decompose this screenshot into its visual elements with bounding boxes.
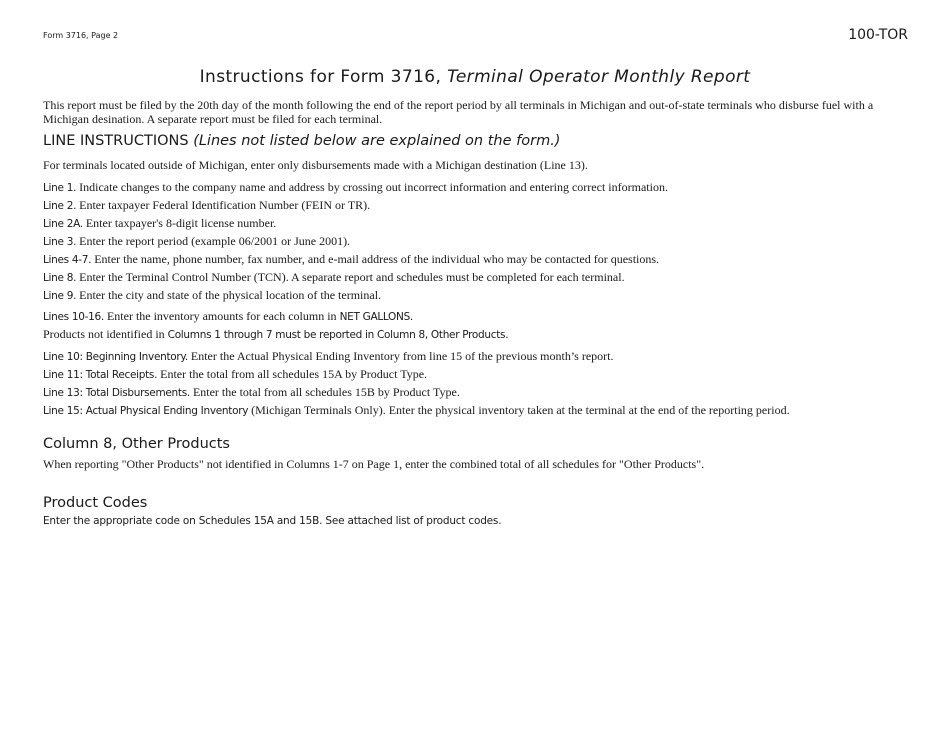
line-item <box>43 252 659 267</box>
line-instructions-title: LINE INSTRUCTIONS <box>43 133 194 149</box>
line-text: Enter the name, phone number, fax number, and e-mail address of the individual who may be contacted for questions. <box>91 252 660 266</box>
line-subtitle: Total Disbursements. <box>82 387 190 399</box>
column8-text: When reporting "Other Products" not identified in Columns 1-7 on Page 1, enter the combined total of all schedules for "Other Products". <box>43 457 705 471</box>
line-text: Enter the Actual Physical Ending Inventory from line 15 of the previous month’s report. <box>187 349 614 363</box>
product-codes-heading: Product Codes <box>43 495 148 511</box>
line-item <box>43 198 370 213</box>
line-label: Line 10: <box>43 351 83 363</box>
line-subtitle: Beginning Inventory. <box>82 351 188 363</box>
line-text: Enter the city and state of the physical location of the terminal. <box>76 288 382 302</box>
line-label: Lines 10-16. <box>43 311 104 323</box>
line-label: Line 13: <box>43 387 83 399</box>
line-text: Enter taxpayer Federal Identification Number (FEIN or TR). <box>76 198 371 212</box>
line-label: Line 2A. <box>43 218 83 230</box>
line-text: Enter the inventory amounts for each column in <box>103 309 340 323</box>
line-text: Indicate changes to the company name and address by crossing out incorrect information and entering correct information. <box>76 180 668 194</box>
outside-michigan-note: For terminals located outside of Michigan, enter only disbursements made with a Michigan destination (Line 13). <box>43 158 588 172</box>
line-label: Line 2. <box>43 200 77 212</box>
title-italic: Terminal Operator Monthly Report <box>447 67 751 87</box>
line-item <box>43 180 668 195</box>
column8-heading: Column 8, Other Products <box>43 436 230 452</box>
line-instructions-heading <box>43 133 560 149</box>
line-subtitle: Total Receipts. <box>82 369 158 381</box>
form-page-label: Form 3716, Page 2 <box>43 31 119 40</box>
products-note-prefix: Products not identified in <box>43 327 168 341</box>
products-note <box>43 327 508 342</box>
line-text: (Michigan Terminals Only). Enter the physical inventory taken at the terminal at the end of the reporting period. <box>248 403 790 417</box>
line-item <box>43 234 350 249</box>
line-instructions-note: (Lines not listed below are explained on the form.) <box>193 133 561 149</box>
line-subtitle: Actual Physical Ending Inventory <box>82 405 249 417</box>
product-codes-text: Enter the appropriate code on Schedules 15A and 15B. See attached list of product codes. <box>43 515 502 527</box>
line-text: Enter the total from all schedules 15B by Product Type. <box>189 385 460 399</box>
line-text: Enter the report period (example 06/2001 or June 2001). <box>76 234 351 248</box>
line-label: Line 1. <box>43 182 77 194</box>
line-item <box>43 367 427 382</box>
form-code: 100-TOR <box>848 27 908 43</box>
line-label: Line 11: <box>43 369 83 381</box>
line-text: Enter taxpayer's 8-digit license number. <box>82 216 277 230</box>
line-label: Line 3. <box>43 236 77 248</box>
line-label: Line 15: <box>43 405 83 417</box>
lines-10-16-instruction <box>43 309 413 324</box>
line-label: Line 9. <box>43 290 77 302</box>
line-item <box>43 270 625 285</box>
title-main: Instructions for Form 3716, <box>199 67 448 87</box>
line-item <box>43 288 381 303</box>
line-item <box>43 403 790 418</box>
line-text: Enter the total from all schedules 15A by Product Type. <box>157 367 428 381</box>
line-text: Enter the Terminal Control Number (TCN). A separate report and schedules must be completed for each terminal. <box>76 270 625 284</box>
line-label: Lines 4-7. <box>43 254 92 266</box>
products-note-columns: Columns 1 through 7 must be reported in Column 8, Other Products. <box>167 329 509 341</box>
line-item <box>43 385 460 400</box>
intro-paragraph: This report must be filed by the 20th day of the month following the end of the report period by all terminals in Michigan and out-of-state terminals who disburse fuel with a Michigan desination. A separate report must be filed for each terminal. <box>43 98 874 126</box>
line-label: Line 8. <box>43 272 77 284</box>
line-item <box>43 216 276 231</box>
net-gallons-label: NET GALLONS. <box>339 311 413 323</box>
document-title <box>0 67 950 87</box>
line-item <box>43 349 613 364</box>
